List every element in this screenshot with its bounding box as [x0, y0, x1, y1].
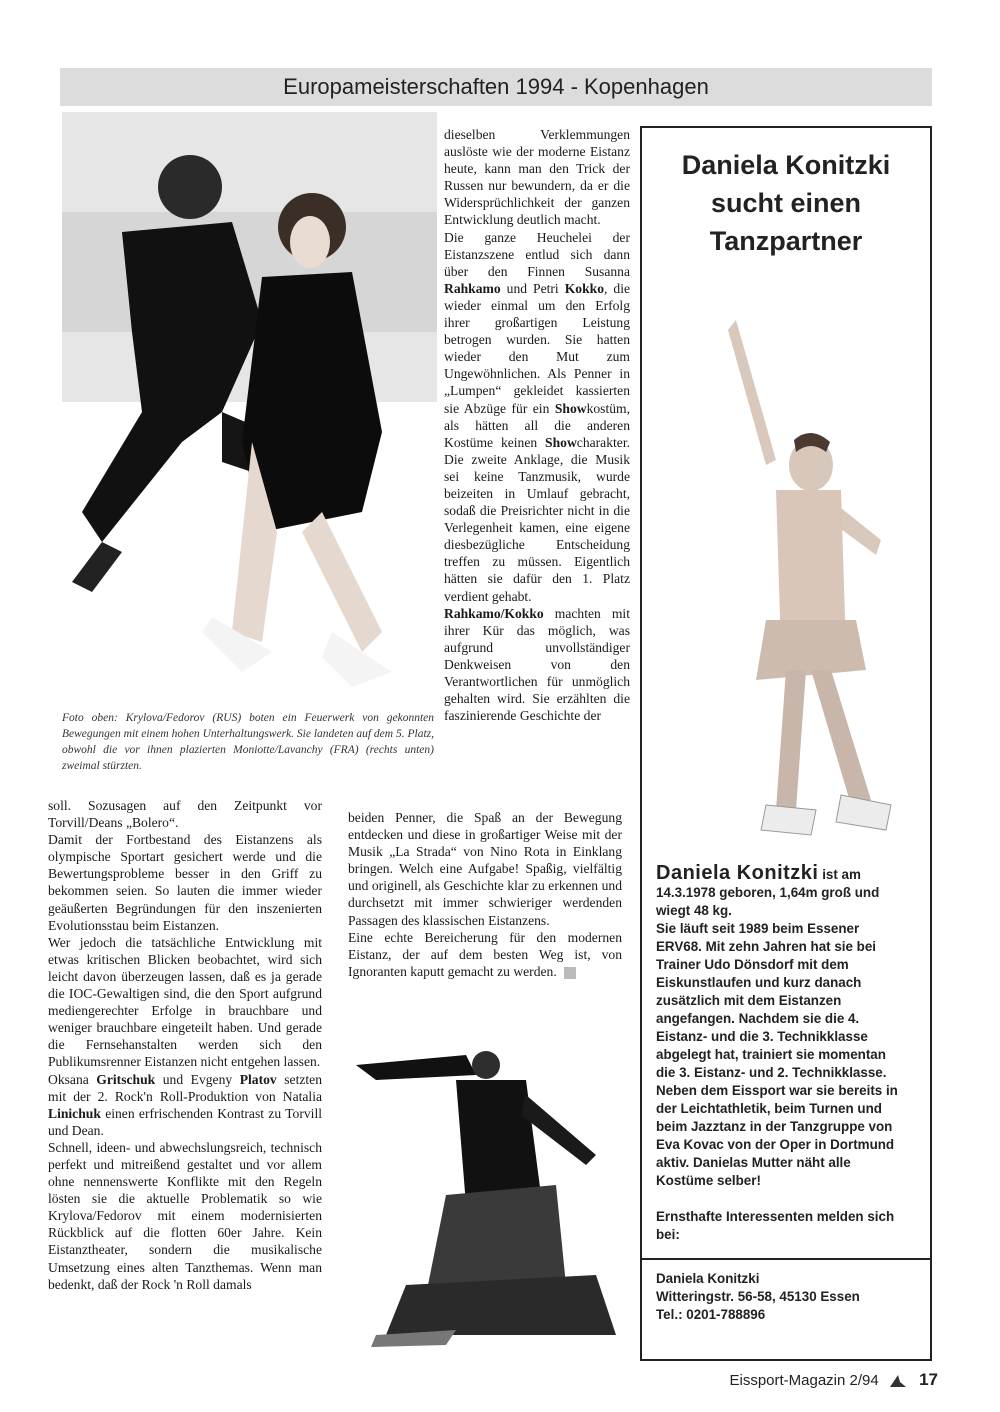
paragraph: Eine echte Bereicherung für den modernen Eistanz, der auf dem besten Weg ist, von Ignoranten kaputt gemacht zu werden.: [348, 929, 622, 979]
running-header: [60, 68, 932, 106]
sidebar-text: [642, 864, 930, 1244]
sidebar-divider: [642, 1258, 930, 1260]
paragraph: Rahkamo/Kokko machten mit ihrer Kür das möglich, was aufgrund unvollständiger Denkweisen von den Verantwortlichen für unmöglich gehalten wird. Sie erzählten die faszinierende Geschichte der: [444, 605, 630, 724]
contact-street: Witteringstr. 56-58, 45130 Essen: [656, 1289, 860, 1304]
sidebar-lead: Daniela Konitzki ist am 14.3.1978 geboren, 1,64m groß und wiegt 48 kg.: [656, 862, 880, 918]
paragraph: Damit der Fortbestand des Eistanzens als olympische Sportart gesichert werde und die Bewertungsprobleme besser in den Griff zu bekommen seien. So lauten die immer wieder geäußerten Begründungen für den inszenierten Evolutionsstau beim Eistanzen.: [48, 832, 322, 933]
paragraph: Schnell, ideen- und abwechslungsreich, technisch perfekt und mitreißend gestaltet und vor allem ohne nennenswerte Konflikte mit den Regeln lösten sie die aktuelle Problematik so wie Krylova/Fedorov mit einem modernisierten Rückblick auf die flotten 60er Jahre. Kein Eistanztheater, sondern die musikalische Umsetzung eines alten Tanzthemas. Wenn man bedenkt, daß der Rock 'n Roll damals: [48, 1139, 322, 1292]
paragraph: beiden Penner, die Spaß an der Bewegung entdecken und diese in großartiger Weise mit der Musik „La Strada“ von Nino Rota in Einklang bringen. Welch eine Aufgabe! Spaßig, vielfältig und originell, als Geschichte klar zu erkennen und durchsetzt mit immer schwieriger werdenden Passagen des klassischen Eistanzens.: [348, 810, 622, 928]
paragraph: Sie läuft seit 1989 beim Essener ERV68. Mit zehn Jahren hat sie bei Trainer Udo Dönsdorf mit dem Eiskunstlaufen und kurz danach zusätzlich mit dem Eistanzen angefangen. Nachdem sie die 4. Eistanz- und die 3. Technikklasse abgelegt hat, trainiert sie momentan die 3. Eistanz- und 2. Technikklasse.: [656, 921, 887, 1080]
skaters-photo-graphic: [62, 112, 437, 708]
sidebar-title: Daniela Konitzki sucht einen Tanzpartner: [681, 150, 891, 256]
article-column-middle-lower: [348, 809, 622, 980]
contact-name: Daniela Konitzki: [656, 1271, 760, 1286]
article-column-left: [48, 797, 322, 1293]
contact-block: [642, 1270, 930, 1324]
photo-moniotte-lavanchy: [346, 1035, 626, 1357]
header-title: Europameisterschaften 1994 - Kopenhagen: [283, 74, 709, 99]
contact-phone: Tel.: 0201-788896: [656, 1307, 766, 1322]
article-column-middle: [444, 126, 630, 724]
magazine-logo-icon: [889, 1374, 907, 1388]
magazine-name: Eissport-Magazin 2/94: [729, 1372, 879, 1389]
solo-skater-graphic: [706, 290, 896, 860]
paragraph: soll. Sozusagen auf den Zeitpunkt vor Torvill/Deans „Bolero“.: [48, 798, 322, 831]
page-number: 17: [919, 1370, 938, 1389]
end-mark: [564, 967, 576, 979]
paragraph: Wer jedoch die tatsächliche Entwicklung mit etwas kritischen Blicken beobachtet, wird sich leicht davon überzeugen lassen, daß es ja gerade die IOC-Gewaltigen sind, die den Sport aufgrund mediengerechter Erfolge in brauchbare und weniger brauchbare eingeteilt haben. Und gerade die Fernsehanstalten werden sich den Publikumsrenner Eistanzen nicht entgehen lassen.: [48, 934, 322, 1070]
page-footer: [729, 1370, 938, 1390]
paragraph: Die ganze Heuchelei der Eistanzszene entlud sich dann über den Finnen Susanna Rahkamo und Petri Kokko, die wieder einmal um den Erfolg ihrer großartigen Leistung betrogen wurden. Sie hatten wieder den Mut zum Ungewöhnlichen. Als Penner in „Lumpen“ gekleidet kassierten sie Abzüge für ein Showkostüm, als hätten all die anderen Kostüme keinen Showcharakter. Die zweite Anklage, die Musik sei keine Tanzmusik, wurde beizeiten in Umlauf gebracht, sodaß die Preisrichter nicht in die Verlegenheit kamen, eine eigene diesbezügliche Entscheidung treffen zu müssen. Eigentlich hätten sie dafür den 1. Platz verdient gehabt.: [444, 229, 630, 604]
paragraph: Ernsthafte Interessenten melden sich bei:: [656, 1209, 895, 1242]
sidebar-box: [640, 126, 932, 1361]
paragraph: Oksana Gritschuk und Evgeny Platov setzten mit der 2. Rock'n Roll-Produktion von Natalia Linichuk einen erfrischenden Kontrast zu Torvill und Dean.: [48, 1071, 322, 1138]
paragraph: Neben dem Eissport war sie bereits in der Leichtathletik, beim Turnen und beim Jazztanz in der Tanzgruppe von Eva Kovac von der Oper in Dortmund aktiv. Danielas Mutter näht alle Kostüme selber!: [656, 1083, 898, 1188]
photo-caption: Foto oben: Krylova/Fedorov (RUS) boten ein Feuerwerk von gekonnten Bewegungen mit einem hohen Unterhaltungswerk. Sie landeten auf dem 5. Platz, obwohl die vor ihnen plazierten Moniotte/Lavanchy (FRA) (rechts unten) zweimal stürzten.: [62, 712, 434, 772]
skaters-bottom-graphic: [346, 1035, 626, 1357]
paragraph: dieselben Verklemmungen auslöste wie der moderne Eistanz heute, kann man den Trick der Russen nur bewundern, da er die Widersprüchlichkeit der ganzen Entwicklung deutlich macht.: [444, 127, 630, 228]
sidebar-photo: [706, 290, 896, 860]
photo-krylova-fedorov: [62, 112, 437, 708]
